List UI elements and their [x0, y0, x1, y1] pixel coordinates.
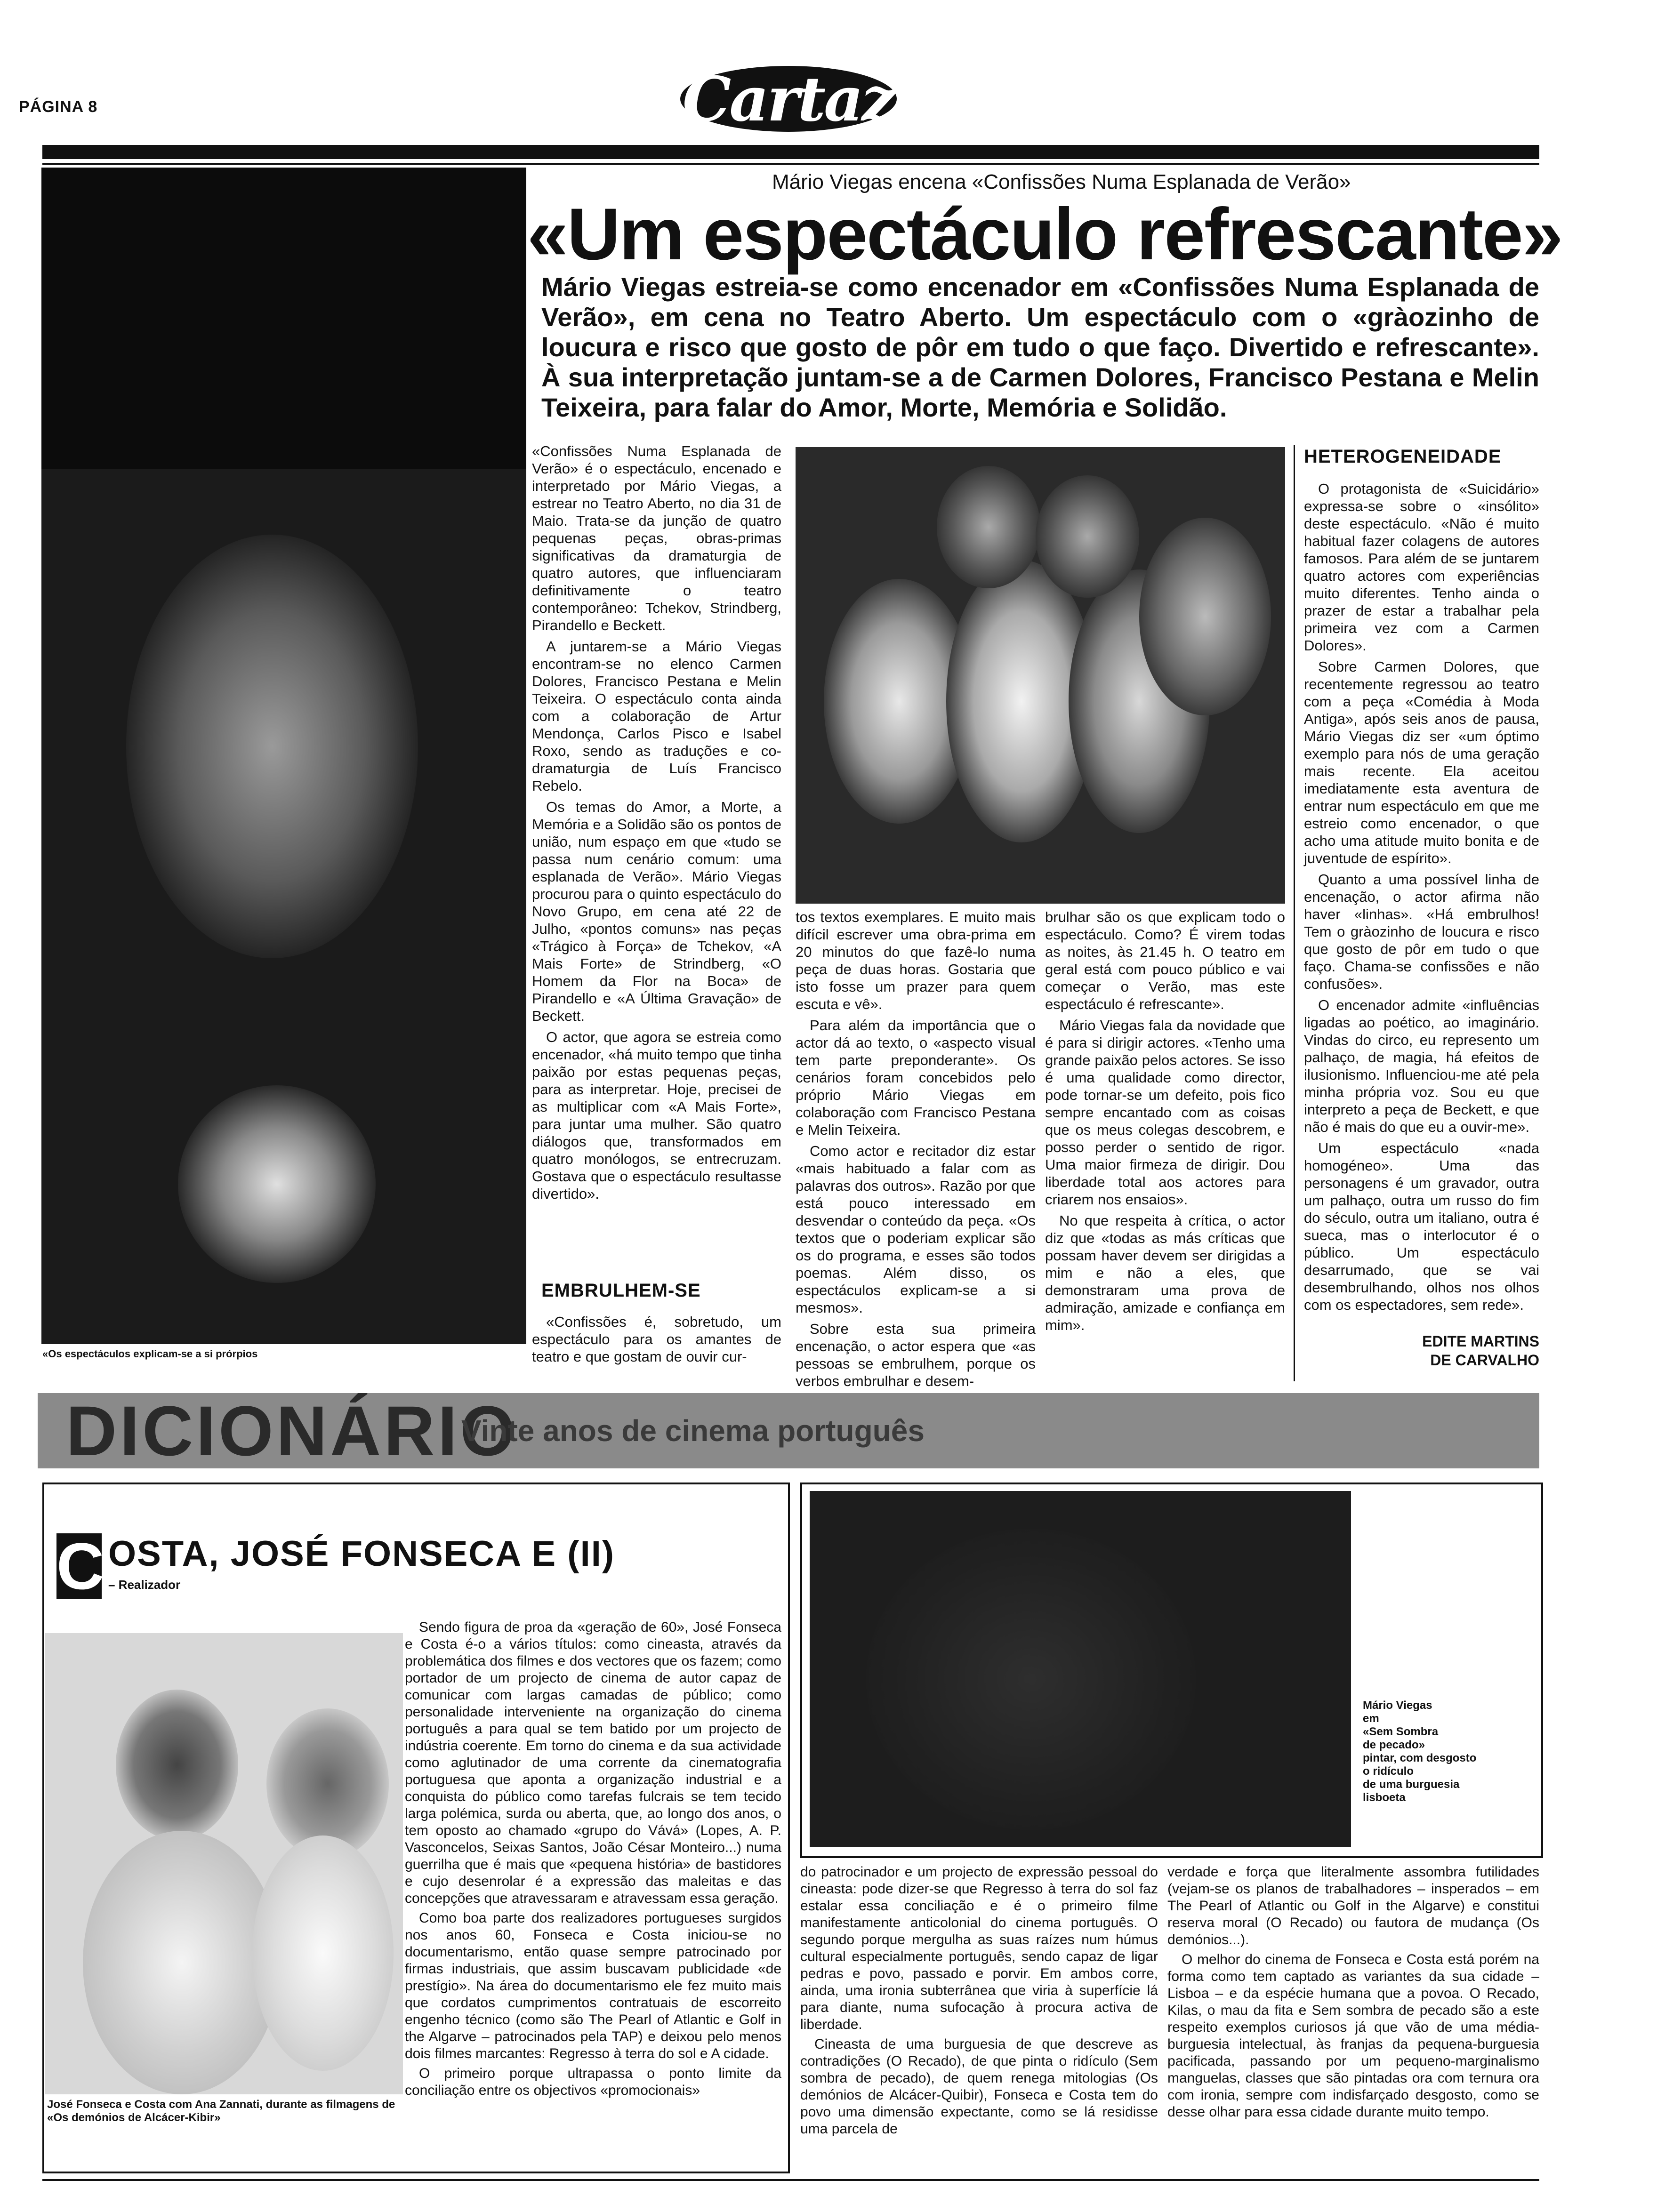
article-paragraph: O actor, que agora se estreia como encenador, «há muito tempo que tinha paixão por estas pequenas peças, para as interpretar. Hoje, precisei de as multiplicar com «A Mais Forte», para juntar uma mulher. São quatro diálogos que, transformados em quatro monólogos, se entrecruzam. Gostava que o espectáculo resultasse divertido».: [532, 1029, 781, 1202]
viegas-caption-line: em: [1363, 1712, 1379, 1725]
article-headline: «Um espectáculo refrescante»: [527, 193, 1562, 275]
article-paragraph: Sobre Carmen Dolores, que recentemente regressou ao teatro com a peça «Comédia à Moda Antiga», após seis anos de pausa, Mário Viegas diz ser «um óptimo exemplo para nós de uma geração mais recente. Ela aceitou imediatamente esta aventura de entrar num espectáculo em que me estreio como encenador, o que acho uma atitude muito bonita e de juventude de espírito».: [1304, 658, 1539, 866]
article-column-3: [1045, 908, 1285, 1338]
column-divider: [1294, 445, 1295, 1381]
subhead-embrulhem: EMBRULHEM-SE: [541, 1280, 701, 1301]
article-paragraph: O protagonista de «Suicidário» expressa-se sobre o «insólito» deste espectáculo. «Não é muito habitual fazer colagens de autores famosos. Para além de se juntarem quatro actores com experiências muito diferentes. Tenho ainda o prazer de estar a trabalhar pela primeira vez com a Carmen Dolores».: [1304, 481, 1539, 654]
article-paragraph: brulhar são os que explicam todo o espectáculo. Como? É virem todas as noites, às 21.45 h. O teatro em geral está com pouco público e vai começar o Verão, mas este espectáculo é refrescante».: [1045, 909, 1285, 1012]
costa-column-2: [800, 1864, 1158, 2140]
article-paragraph: «Confissões é, sobretudo, um espectáculo para os amantes de teatro e que gostam de ouvir cur-: [532, 1314, 781, 1365]
article-paragraph: No que respeita à crítica, o actor diz que «todas as más críticas que possam haver devem ser dirigidas a mim e não a eles, que demonstraram uma prova de admiração, amizade e confiança em mim».: [1045, 1212, 1285, 1333]
dictionary-banner: [38, 1393, 1539, 1468]
byline-line-1: EDITE MARTINS: [1422, 1333, 1539, 1350]
article-paragraph: Quanto a uma possível linha de encenação, o actor afirma não haver «linhas». «Há embrulhos! Tem o gràozinho de loucura e risco que gosto de pôr em tudo o que faço. Chama-se confissões e não confusões».: [1304, 871, 1539, 992]
article-paragraph: tos textos exemplares. E muito mais difícil escrever uma obra-prima em 20 minutos do que fazê-lo numa peça de duas horas. Gostaria que isto fosse um prazer para quem escuta e vê».: [796, 909, 1036, 1012]
costa-photo-caption: José Fonseca e Costa com Ana Zannati, durante as filmagens de «Os demónios de Alcácer-Kibir»: [47, 2098, 395, 2124]
byline-line-2: DE CARVALHO: [1430, 1352, 1539, 1369]
masthead-logo: [678, 56, 899, 141]
costa-paragraph: do patrocinador e um projecto de expressão pessoal do cineasta: pode dizer-se que Regresso à terra do sol faz estalar essa conciliação e é o primeiro filme manifestamente anticolonial do cinema português. O segundo porque mergulha as suas raízes num húmus cultural especialmente português, sendo capaz de ligar pedras e povo, passado e porvir. Em ambos corre, ainda, uma ironia subterrânea que viria à superfície lá para diante, numa sufocação à procura activa de liberdade.: [800, 1864, 1158, 2032]
viegas-caption-line: o ridículo: [1363, 1765, 1414, 1778]
article-paragraph: Para além da importância que o actor dá ao texto, o «aspecto visual tem parte preponderante». Os cenários foram concebidos pelo próprio Mário Viegas em colaboração com Francisco Pestana e Melin Teixeira.: [796, 1017, 1036, 1138]
article-paragraph: Sobre esta sua primeira encenação, o actor espera que «as pessoas se embrulhem, porque os verbos embrulhar e desem-: [796, 1321, 1036, 1389]
article-column-2: [796, 908, 1036, 1394]
costa-paragraph: Como boa parte dos realizadores portugueses surgidos nos anos 60, Fonseca e Costa iniciou-se no documentarismo, então quase sempre patrocinado por firmas industriais, que assim buscavam publicidade «de prestígio». Na área do documentarismo ele fez muito mais que cordatos cumprimentos contratuais de escorreito engenho técnico (como são The Pearl of Atlantic e Golf in the Algarve – patrocinados pela TAP) e deixou pelo menos dois filmes marcantes: Regresso à terra do sol e A cidade.: [405, 1910, 781, 2061]
costa-column-3: [1167, 1864, 1539, 2124]
viegas-caption-line: de pecado»: [1363, 1739, 1425, 1751]
article-column-1: [532, 442, 781, 1206]
article-byline: [1304, 1332, 1539, 1370]
costa-paragraph: Cineasta de uma burguesia de que descreve as contradições (O Recado), de que pinta o ridículo (Sem sombra de pecado), de quem renega mitologias (Os demónios de Alcácer-Quibir), Fonseca e Costa tem do povo uma dimensão expectante, como se lá residisse uma parcela de: [800, 2036, 1158, 2137]
costa-paragraph: verdade e força que literalmente assombra futilidades (vejam-se os planos de trabalhadores – insperados – em The Pearl of Atlantic ou Golf in the Algarve) e constitui reserva moral (O Recado) ou fautora de mudança (Os demónios...).: [1167, 1864, 1539, 1948]
costa-dropcap: C: [56, 1529, 105, 1603]
viegas-caption-line: Mário Viegas: [1363, 1699, 1432, 1712]
cast-group-photo: [796, 447, 1285, 904]
costa-title: OSTA, JOSÉ FONSECA E (II): [108, 1534, 615, 1574]
article-paragraph: O encenador admite «influências ligadas ao poético, ao imaginário. Vindas do circo, eu represento um palhaço, de magia, há efeitos de ilusionismo. Influenciou-me até pela minha própria voz. Sou eu que interpreto a peça de Beckett, e que não é mais do que eu a ouvir-me».: [1304, 997, 1539, 1135]
viegas-caption: [1363, 1699, 1532, 1804]
costa-role: – Realizador: [108, 1578, 181, 1592]
costa-paragraph: O primeiro porque ultrapassa o ponto limite da conciliação entre os objectivos «promocionais»: [405, 2066, 781, 2098]
top-rule-thin: [42, 163, 1539, 165]
article-lead: Mário Viegas estreia-se como encenador em «Confissões Numa Esplanada de Verão», em cena no Teatro Aberto. Um espectáculo com o «gràozinho de loucura e risco que gosto de pôr em tudo o que faço. Divertido e refrescante». À sua interpretação juntam-se a de Carmen Dolores, Francisco Pestana e Melin Teixeira, para falar do Amor, Morte, Memória e Solidão.: [541, 272, 1539, 422]
article-column-1b: [532, 1313, 781, 1369]
portrait-caption: «Os espectáculos explicam-se a si prórpios: [42, 1348, 258, 1360]
costa-column-1: [405, 1619, 781, 2102]
page-number: PÁGINA 8: [19, 98, 98, 116]
article-kicker: Mário Viegas encena «Confissões Numa Esplanada de Verão»: [772, 170, 1351, 193]
top-rule: [42, 145, 1539, 159]
article-paragraph: Mário Viegas fala da novidade que é para si dirigir actores. «Tenho uma grande paixão pelos actores. Se isso é uma qualidade como director, pode tornar-se um defeito, pois fico sempre encantado com as coisas que os meus colegas descobrem, e posso perder o sentido de rigor. Uma maior firmeza de dirigir. Dou liberdade total aos actores para criarem nos ensaios».: [1045, 1017, 1285, 1208]
viegas-caption-line: pintar, com desgosto: [1363, 1752, 1477, 1764]
masthead-title: Cartaz: [682, 63, 895, 135]
article-paragraph: A juntarem-se a Mário Viegas encontram-se no elenco Carmen Dolores, Francisco Pestana e Melin Teixeira. O espectáculo conta ainda com a colaboração de Artur Mendonça, Carlos Pisco e Isabel Roxo, sendo as traduções e co-dramaturgia de Luís Francisco Rebelo.: [532, 638, 781, 794]
bottom-rule: [42, 2179, 1539, 2181]
viegas-caption-line: lisboeta: [1363, 1791, 1406, 1804]
costa-paragraph: O melhor do cinema de Fonseca e Costa está porém na forma como tem captado as variantes da sua cidade – Lisboa – e da espécie humana que a povoa. O Recado, Kilas, o mau da fita e Sem sombra de pecado são a este respeito exemplos curiosos já que vão de uma média-burguesia intelectual, às franjas da pequena-burguesia pacificada, passando por um pequeno-marginalismo manguelas, classes que são pintadas ora com ternura ora com ironia, sempre com indisfarçado desgosto, como se desse olhar para essa cidade durante muito tempo.: [1167, 1952, 1539, 2120]
dictionary-title: DICIONÁRIO: [66, 1393, 518, 1468]
dictionary-subtitle: Vinte anos de cinema português: [461, 1414, 925, 1448]
costa-photo: [45, 1633, 403, 2094]
portrait-photo: [41, 168, 526, 1344]
viegas-caption-line: «Sem Sombra: [1363, 1725, 1439, 1738]
subhead-heterogeneidade: HETEROGENEIDADE: [1304, 446, 1502, 467]
article-paragraph: Os temas do Amor, a Morte, a Memória e a Solidão são os pontos de união, num espaço em que «tudo se passa num cenário comum: uma esplanada de Verão». Mário Viegas procurou para o quinto espectáculo do Novo Grupo, em cena até 22 de Julho, «pontos comuns» nas peças «Trágico à Força» de Tchekov, «A Mais Forte» de Strindberg, «O Homem da Flor na Boca» de Pirandello e «A Última Gravação» de Beckett.: [532, 799, 781, 1024]
costa-paragraph: Sendo figura de proa da «geração de 60», José Fonseca e Costa é-o a vários títulos: como cineasta, através da problemática dos filmes e dos vectores que os fazem; como portador de um projecto de cinema de autor capaz de comunicar com largas camadas de público; como personalidade interveniente na organização do cinema português a para qual se tem batido por um projecto de indústria coerente. Em torno do cinema e da sua actividade como aglutinador de uma corrente da cinematografia portuguesa que aponta a organização industrial e a conquista do público como tarefas fulcrais se tem tecido larga polémica, surda ou aberta, que, ao longo dos anos, o tem oposto ao chamado «grupo do Vává» (Lopes, A. P. Vasconcelos, Seixas Santos, João César Monteiro...) numa guerrilha que é mais que «pequena história» de bastidores e cujo desenrolar é a expressão das maleitas e das concepções que atravessaram e atravessam essa geração.: [405, 1619, 781, 1906]
viegas-film-still: [810, 1491, 1351, 1847]
viegas-caption-line: de uma burguesia: [1363, 1778, 1460, 1791]
article-paragraph: Um espectáculo «nada homogéneo». Uma das personagens é um gravador, outra um palhaço, outra um russo do fim do século, outra um italiano, outra é sueca, mas o interlocutor é o público. Um espectáculo desarrumado, que se vai desembrulhando, olhos nos olhos com os espectadores, sem rede».: [1304, 1140, 1539, 1313]
article-paragraph: Como actor e recitador diz estar «mais habituado a falar com as palavras dos outros». Razão por que está pouco interessado em desvendar o conteúdo da peça. «Os textos que o poderiam explicar são os do programa, e esses são todos poemas. Além disso, os espectáculos explicam-se a si mesmos».: [796, 1143, 1036, 1316]
article-paragraph: «Confissões Numa Esplanada de Verão» é o espectáculo, encenado e interpretado por Mário Viegas, a estrear no Teatro Aberto, no dia 31 de Maio. Trata-se da junção de quatro pequenas peças, obras-primas significativas da dramaturgia de quatro autores, que influenciaram definitivamente o teatro contemporâneo: Tchekov, Strindberg, Pirandello e Beckett.: [532, 443, 781, 633]
article-column-4: [1304, 480, 1539, 1317]
